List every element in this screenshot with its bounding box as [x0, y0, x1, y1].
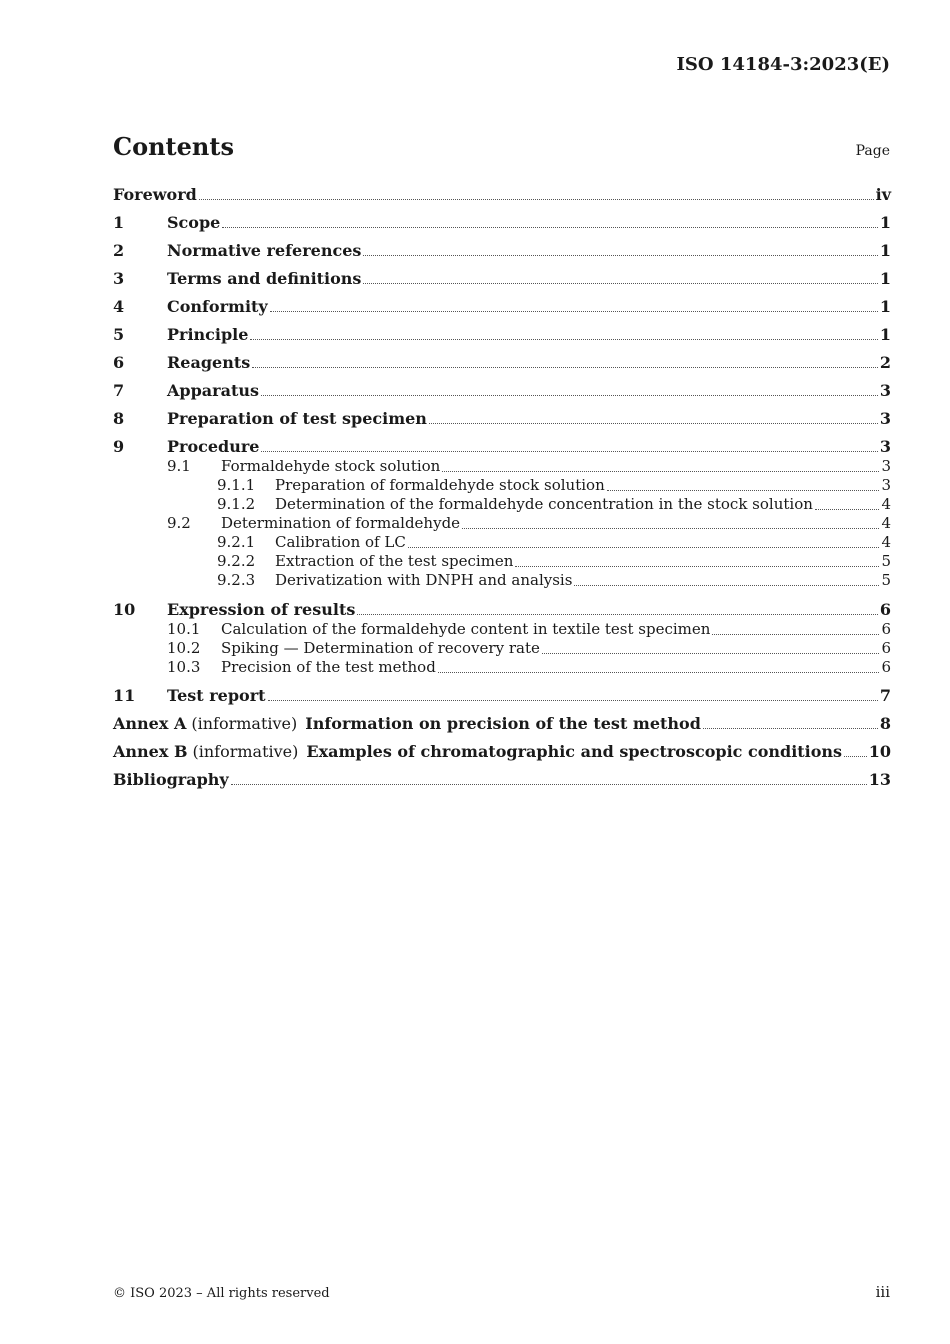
toc-entry-expression-of-results[interactable] — [113, 600, 891, 619]
toc-entry-reagents[interactable] — [113, 353, 891, 372]
toc-entry-title: Principle — [167, 325, 249, 344]
toc-entry-title: Formaldehyde stock solution — [221, 457, 441, 475]
toc-entry-page: 3 — [879, 437, 891, 456]
toc-entry-title: Determination of formaldehyde — [221, 514, 461, 532]
toc-entry-page: 10 — [868, 742, 891, 761]
toc-entry-title: Examples of chromatographic and spectroscopic conditions — [306, 742, 843, 761]
toc-entry-page: 3 — [879, 381, 891, 400]
toc-entry-page: 6 — [881, 658, 891, 676]
toc-entry-9-2-3[interactable] — [113, 571, 891, 590]
toc-entry-number: 9.1.2 — [217, 495, 256, 513]
toc-entry-conformity[interactable] — [113, 297, 891, 316]
toc-entry-10-2[interactable] — [113, 639, 891, 658]
toc-entry-number: 5 — [113, 325, 125, 344]
toc-entry-page: 4 — [881, 533, 891, 551]
toc-entry-title: Conformity — [167, 297, 268, 316]
toc-entry-9-2[interactable] — [113, 514, 891, 533]
toc-entry-number: 10.3 — [167, 658, 201, 676]
dot-leader — [250, 339, 877, 340]
dot-leader — [408, 547, 880, 548]
toc-entry-page: 6 — [881, 620, 891, 638]
dot-leader — [712, 634, 879, 635]
toc-entry-number: 7 — [113, 381, 125, 400]
toc-entry-number: 10.2 — [167, 639, 201, 657]
dot-leader — [222, 227, 878, 228]
toc-entry-title: Expression of results — [167, 600, 356, 619]
contents-title: Contents — [113, 132, 234, 161]
dot-leader — [574, 585, 879, 586]
toc-entry-annex-a[interactable] — [113, 714, 891, 733]
toc-entry-page: 3 — [879, 409, 891, 428]
toc-entry-page: 8 — [879, 714, 891, 733]
dot-leader — [268, 700, 878, 701]
page-column-label: Page — [855, 143, 890, 159]
toc-entry-9-1-1[interactable] — [113, 476, 891, 495]
toc-entry-title: Test report — [167, 686, 266, 705]
toc-entry-number: 1 — [113, 213, 125, 232]
toc-entry-9-1-2[interactable] — [113, 495, 891, 514]
toc-entry-page: 6 — [881, 639, 891, 657]
toc-entry-9-2-1[interactable] — [113, 533, 891, 552]
toc-entry-page: 4 — [881, 495, 891, 513]
toc-entry-bibliography[interactable] — [113, 770, 891, 789]
dot-leader — [429, 423, 878, 424]
toc-entry-page: 3 — [881, 457, 891, 475]
toc-entry-title: Precision of the test method — [221, 658, 436, 676]
toc-entry-number: 2 — [113, 241, 125, 260]
toc-entry-page: 13 — [868, 770, 891, 789]
toc-entry-title: Preparation of test specimen — [167, 409, 427, 428]
toc-entry-foreword[interactable] — [113, 185, 891, 204]
toc-entry-apparatus[interactable] — [113, 381, 891, 400]
toc-entry-procedure[interactable] — [113, 437, 891, 456]
copyright-notice: © ISO 2023 – All rights reserved — [113, 1286, 330, 1301]
toc-entry-number: 10 — [113, 600, 136, 619]
toc-entry-page: 1 — [879, 325, 891, 344]
toc-entry-page: 1 — [879, 269, 891, 288]
toc-entry-page: 2 — [879, 353, 891, 372]
toc-entry-page: 5 — [881, 571, 891, 589]
dot-leader — [607, 490, 880, 491]
dot-leader — [357, 614, 878, 615]
toc-entry-title: Calculation of the formaldehyde content in textile test specimen — [221, 620, 711, 638]
dot-leader — [261, 395, 878, 396]
toc-entry-page: 7 — [879, 686, 891, 705]
page-number: iii — [875, 1283, 890, 1301]
toc-entry-title: Calibration of LC — [275, 533, 406, 551]
toc-entry-page: 6 — [879, 600, 891, 619]
toc-entry-title: Bibliography — [113, 770, 229, 789]
toc-entry-page: 4 — [881, 514, 891, 532]
dot-leader — [270, 311, 878, 312]
toc-entry-page: iv — [875, 185, 891, 204]
toc-entry-title: Apparatus — [167, 381, 259, 400]
annex-type: (informative) — [191, 714, 298, 733]
document-id: ISO 14184-3:2023(E) — [676, 54, 890, 75]
toc-entry-title: Normative references — [167, 241, 362, 260]
toc-entry-number: 10.1 — [167, 620, 201, 638]
toc-entry-title: Scope — [167, 213, 221, 232]
dot-leader — [438, 672, 880, 673]
toc-entry-number: 9.2.2 — [217, 552, 256, 570]
dot-leader — [363, 283, 877, 284]
dot-leader — [515, 566, 879, 567]
toc-entry-10-1[interactable] — [113, 620, 891, 639]
dot-leader — [261, 451, 877, 452]
toc-entry-number: 6 — [113, 353, 125, 372]
toc-entry-9-2-2[interactable] — [113, 552, 891, 571]
toc-entry-page: 1 — [879, 241, 891, 260]
toc-entry-title: Spiking — Determination of recovery rate — [221, 639, 540, 657]
toc-entry-page: 1 — [879, 297, 891, 316]
toc-entry-number: 9.2.3 — [217, 571, 256, 589]
dot-leader — [442, 471, 879, 472]
toc-entry-test-report[interactable] — [113, 686, 891, 705]
toc-entry-number: 9.2 — [167, 514, 191, 532]
toc-entry-terms-and-definitions[interactable] — [113, 269, 891, 288]
toc-entry-title: Information on precision of the test method — [305, 714, 701, 733]
dot-leader — [844, 756, 867, 757]
toc-entry-number: 11 — [113, 686, 136, 705]
toc-entry-page: 1 — [879, 213, 891, 232]
dot-leader — [815, 509, 880, 510]
annex-label: Annex B — [113, 742, 188, 761]
annex-label: Annex A — [113, 714, 187, 733]
table-of-contents — [113, 185, 891, 789]
dot-leader — [363, 255, 877, 256]
toc-entry-principle[interactable] — [113, 325, 891, 344]
toc-entry-number: 4 — [113, 297, 125, 316]
dot-leader — [199, 199, 874, 200]
dot-leader — [703, 728, 878, 729]
toc-entry-10-3[interactable] — [113, 658, 891, 677]
dot-leader — [462, 528, 879, 529]
toc-entry-number: 3 — [113, 269, 125, 288]
toc-entry-9-1[interactable] — [113, 457, 891, 476]
toc-entry-page: 3 — [881, 476, 891, 494]
dot-leader — [231, 784, 867, 785]
toc-entry-number: 8 — [113, 409, 125, 428]
toc-entry-annex-b[interactable] — [113, 742, 891, 761]
toc-entry-title: Procedure — [167, 437, 260, 456]
toc-entry-title: Determination of the formaldehyde concentration in the stock solution — [275, 495, 813, 513]
toc-entry-title: Extraction of the test specimen — [275, 552, 514, 570]
toc-entry-number: 9 — [113, 437, 125, 456]
toc-entry-title: Derivatization with DNPH and analysis — [275, 571, 573, 589]
toc-entry-title: Reagents — [167, 353, 251, 372]
toc-entry-normative-references[interactable] — [113, 241, 891, 260]
toc-entry-page: 5 — [881, 552, 891, 570]
toc-entry-title: Foreword — [113, 185, 197, 204]
toc-entry-number: 9.2.1 — [217, 533, 256, 551]
toc-entry-title: Preparation of formaldehyde stock solution — [275, 476, 605, 494]
toc-entry-title: Terms and definitions — [167, 269, 362, 288]
dot-leader — [542, 653, 880, 654]
toc-entry-number: 9.1.1 — [217, 476, 256, 494]
toc-entry-scope[interactable] — [113, 213, 891, 232]
dot-leader — [252, 367, 878, 368]
toc-entry-number: 9.1 — [167, 457, 191, 475]
toc-entry-preparation-of-test-specimen[interactable] — [113, 409, 891, 428]
annex-type: (informative) — [192, 742, 299, 761]
